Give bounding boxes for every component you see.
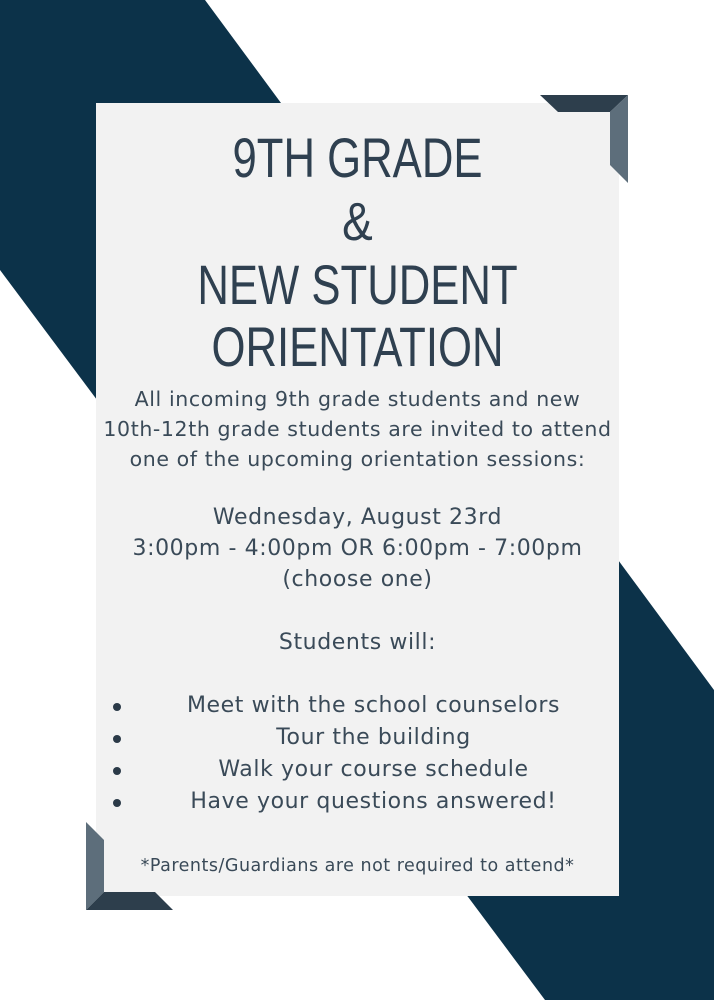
students-will-heading: Students will: xyxy=(278,630,437,655)
activity-text: Tour the building xyxy=(276,725,471,750)
activity-text: Have your questions answered! xyxy=(190,789,557,814)
activity-text: Walk your course schedule xyxy=(218,757,529,782)
parents-footnote: *Parents/Guardians are not required to attend* xyxy=(140,856,575,876)
session-times: 3:00pm - 4:00pm OR 6:00pm - 7:00pm xyxy=(132,536,583,561)
activity-text: Meet with the school counselors xyxy=(186,693,561,718)
title-ampersand: & xyxy=(342,192,373,252)
activity-list-item xyxy=(108,690,613,722)
intro-line: All incoming 9th grade students and new xyxy=(134,387,581,411)
intro-paragraph xyxy=(96,384,619,474)
intro-line: 10th-12th grade students are invited to attend xyxy=(103,417,612,441)
session-date: Wednesday, August 23rd xyxy=(212,505,503,530)
activity-list xyxy=(108,690,613,818)
bullet-icon xyxy=(113,799,121,807)
bullet-icon xyxy=(113,703,121,711)
session-details xyxy=(96,502,619,595)
activity-list-item xyxy=(108,722,613,754)
activity-list-item xyxy=(108,754,613,786)
intro-line: one of the upcoming orientation sessions: xyxy=(129,447,586,471)
session-choice-note: (choose one) xyxy=(282,567,433,592)
title-line-1: 9TH GRADE xyxy=(232,126,483,189)
title-line-3: NEW STUDENT xyxy=(197,253,518,316)
bullet-icon xyxy=(113,735,121,743)
bullet-icon xyxy=(113,767,121,775)
title-line-4: ORIENTATION xyxy=(211,315,504,378)
activity-list-item xyxy=(108,786,613,818)
